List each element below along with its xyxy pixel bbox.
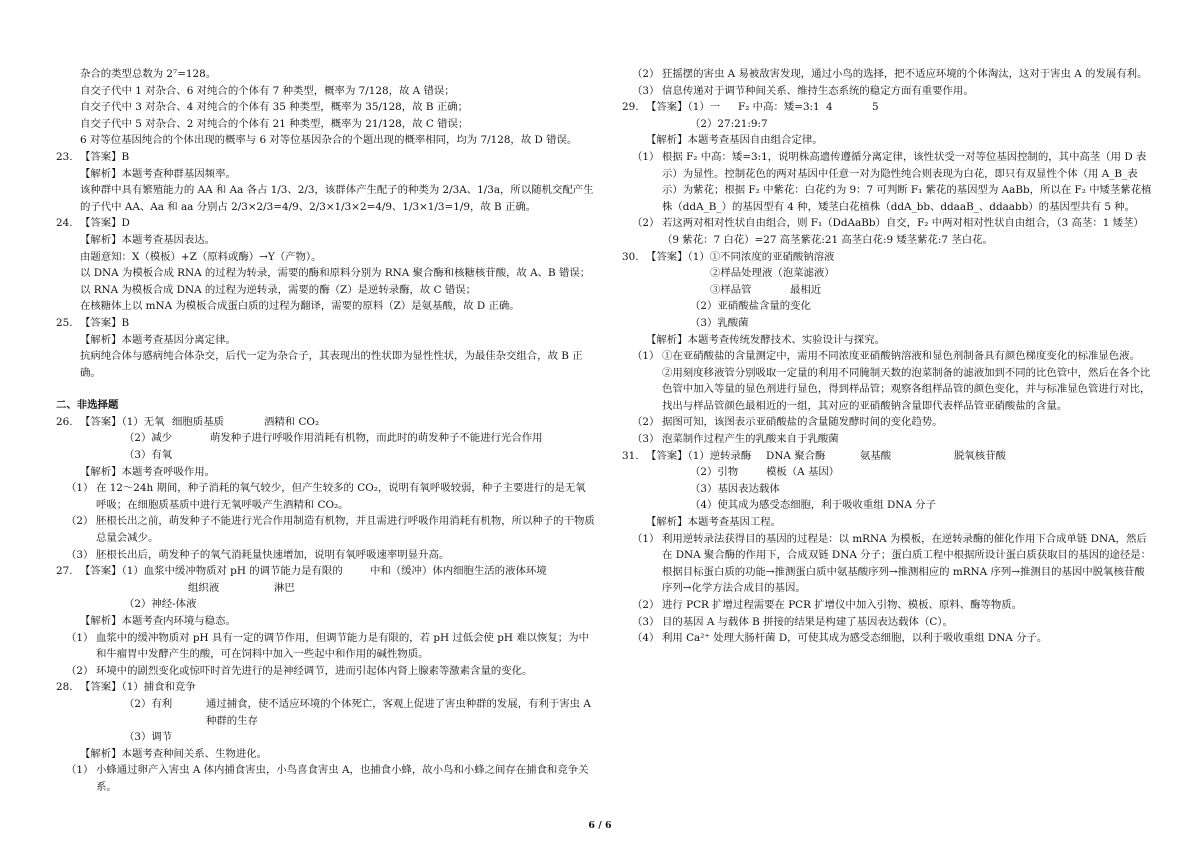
explanation-text: 胚根长出之前，萌发种子不能进行光合作用制造有机物，并且需进行呼吸作用消耗有机物，所以种子的干物质总量会减少。: [96, 515, 595, 545]
answer-line: （4）使其成为感受态细胞，利于吸收重组 DNA 分子: [690, 499, 936, 512]
item-number: （1）: [66, 631, 94, 644]
explanation-text: ①在亚硝酸盐的含量测定中，需用不同浓度亚硝酸钠溶液和显色剂制备具有颜色梯度变化的标准显色液。: [662, 350, 1140, 363]
explanation-item: [622, 66, 1152, 83]
question-number: 31.: [622, 449, 639, 462]
answer: [80, 414, 596, 431]
answer-part: 氨基酸: [860, 449, 892, 462]
answer-line: （2）神经-体液: [124, 598, 197, 611]
answer-line: [56, 430, 596, 447]
answer-part: 【答案】（1）一: [646, 101, 721, 114]
explanation-text: ②用刻度移液管分别吸取一定量的利用不同腌制天数的泡菜制备的滤液加到不同的比色管中，然后在各个比色管中加入等量的显色剂进行显色，得到样品管；观察各组样品管的颜色变化，并与标准显色管进行对比，找出与样品管颜色最相近的一组，其对应的亚硝酸钠含量即代表样品管亚硝酸盐的含量。: [662, 366, 1151, 412]
answer-part: 4: [826, 101, 833, 114]
page-number: 6 / 6: [588, 820, 612, 831]
text-line: 自交子代中 1 对杂合、6 对纯合的个体有 7 种类型，概率为 7/128，故 A 错误；: [80, 84, 455, 97]
answer-part: 脱氧核苷酸: [954, 449, 1006, 462]
explanation-text: 目的基因 A 与载体 B 拼接的结果是构建了基因表达载体（C）。: [662, 615, 953, 628]
answer-part: 5: [872, 101, 879, 114]
explanation-text: 胚根长出后，萌发种子的氧气消耗量快速增加，说明有氧呼吸速率明显升高。: [96, 548, 450, 561]
answer-part: 【答案】（1）无氧: [80, 415, 165, 428]
explanation-text: 血浆中的缓冲物质对 pH 具有一定的调节作用，但调节能力是有限的，若 pH 过低会使 pH 难以恢复；为中和牛瘤胃中发酵产生的酸，可在饲料中加入一些起中和作用的碱性物质。: [96, 631, 589, 661]
item-number: （1）: [632, 532, 660, 545]
explanation-item: [622, 83, 1152, 100]
item-number: （3）: [632, 615, 660, 628]
explanation-item: [622, 614, 1152, 631]
explanation-title: 【解析】本题考查基因分离定律。: [80, 333, 236, 346]
answer: [646, 99, 1152, 116]
answer-part: 组织液: [188, 581, 220, 594]
answer-part: 模板（A 基因）: [766, 466, 840, 479]
answer-part: 细胞质基质: [172, 415, 224, 428]
answer-line: [56, 580, 596, 597]
answer: 【答案】（1）捕食和竞争: [80, 681, 196, 694]
explanation-title: 【解析】本题考查传统发酵技术、实验设计与探究。: [646, 333, 885, 346]
explanation-text: 以 DNA 为模板合成 RNA 的过程为转录，需要的酶和原料分别为 RNA 聚合酶和核糖核苷酸，故 A、B 错误；: [80, 267, 591, 280]
answer-part: 淋巴: [274, 581, 295, 594]
question-number: 26.: [56, 415, 73, 428]
item-number: （4）: [632, 632, 660, 645]
answer-line: （3）乳酸菌: [690, 316, 749, 329]
explanation-item: [56, 663, 596, 680]
explanation-text: 环境中的剧烈变化或惊吓时首先进行的是神经调节，进而引起体内肾上腺素等激素含量的变化。: [96, 664, 533, 677]
explanation-title: 【解析】本题考查内环境与稳态。: [80, 615, 236, 627]
answer-part: 最相近: [790, 283, 822, 296]
text-line: 6 对等位基因纯合的个体出现的概率与 6 对等位基因杂合的个题出现的概率相同，均为 7/128，故 D 错误。: [80, 134, 578, 147]
answer-line: （2）27:21:9:7: [690, 117, 768, 130]
item-number: （2）: [66, 515, 94, 528]
answer-part: 中和（缓冲）体内细胞生活的液体环境: [370, 565, 547, 578]
answer-part: F₂ 中高：矮=3:1: [738, 101, 820, 114]
answer: [646, 448, 1152, 465]
explanation-text: 抗病纯合体与感病纯合体杂交，后代一定为杂合子，其表现出的性状即为显性性状，为最佳杂交组合，故 B 正确。: [80, 350, 583, 379]
explanation-item: [56, 630, 596, 663]
text-line: 杂合的类型总数为 2⁷=128。: [80, 68, 217, 80]
explanation-text: 泡菜制作过程产生的乳酸来自于乳酸菌: [662, 433, 839, 446]
question-27: [56, 563, 596, 580]
answer-part: （2）有利: [124, 697, 173, 710]
answer-part: 【答案】（1）逆转录酶: [646, 449, 752, 462]
answer: 【答案】B: [80, 150, 130, 163]
question-number: 29.: [622, 101, 639, 114]
answer-part: ③样品管: [710, 283, 752, 296]
explanation-item: [56, 762, 596, 795]
answer-part: 酒精和 CO₂: [264, 415, 320, 428]
answer-part: （2）减少: [124, 432, 173, 445]
answer-line: [622, 282, 1152, 299]
text-line: 自交子代中 3 对杂合、4 对纯合的个体有 35 种类型，概率为 35/128，故 B 正确；: [80, 101, 468, 114]
answer-line: （2）亚硝酸盐含量的变化: [690, 300, 811, 313]
explanation-title: 【解析】本题考查呼吸作用。: [80, 465, 216, 478]
left-column: [56, 66, 596, 796]
question-number: 30.: [622, 250, 639, 263]
explanation-item: [622, 597, 1152, 614]
question-number: 27.: [56, 565, 73, 578]
question-28: [56, 679, 596, 696]
answer-line: ②样品处理液（泡菜滤液）: [710, 267, 835, 280]
explanation-text: 在核糖体上以 mNA 为模板合成蛋白质的过程为翻译，需要的原料（Z）是氨基酸，故 D 正确。: [80, 300, 520, 313]
explanation-item: [622, 348, 1152, 365]
explanation-text: 利用 Ca²⁺ 处理大肠杆菌 D，可使其成为感受态细胞，以利于吸收重组 DNA 分子。: [662, 632, 1048, 645]
explanation-item: [622, 630, 1152, 647]
question-30: [622, 249, 1152, 266]
answer-part: DNA 聚合酶: [766, 449, 826, 462]
answer: 【答案】D: [80, 217, 130, 230]
explanation-text: 由题意知：X（模板）+Z（原料或酶）→Y（产物）。: [80, 250, 322, 263]
answer-part: 通过捕食，使不适应环境的个体死亡，客观上促进了害虫种群的发展，有利于害虫 A 种群的生存: [206, 697, 591, 727]
answer-part: 【答案】（1）血浆中缓冲物质对 pH 的调节能力是有限的: [80, 565, 343, 578]
explanation-text: 若这两对相对性状自由组合，则 F₁（DdAaBb）自交，F₂ 中两对相对性状自由组合，（3 高茎：1 矮茎）（9 紫花：7 白花）=27 高茎紫花:21 高茎白花:9 矮茎紫花:7 茎白花。: [662, 217, 1144, 246]
question-26: [56, 414, 596, 431]
question-number: 25.: [56, 316, 73, 329]
answer: [80, 563, 596, 580]
answer-line: （3）基因表达载体: [690, 482, 780, 495]
explanation-item: [622, 149, 1152, 215]
explanation-title: 【解析】本题考查基因表达。: [80, 233, 216, 246]
text-line: 自交子代中 5 对杂合、2 对纯合的个体有 21 种类型，概率为 21/128，故 C 错误；: [80, 117, 469, 130]
explanation-item: [56, 513, 596, 546]
item-number: （1）: [66, 482, 94, 495]
item-number: （1）: [66, 764, 94, 777]
question-number: 28.: [56, 681, 73, 694]
item-number: （3）: [632, 433, 660, 446]
explanation-text: 据图可知，该图表示亚硝酸盐的含量随发酵时间的变化趋势。: [662, 416, 943, 429]
answer-line: [622, 464, 1152, 481]
item-number: （2）: [632, 68, 660, 80]
explanation-item: [56, 547, 596, 564]
item-number: （3）: [66, 548, 94, 561]
explanation-text: 根据 F₂ 中高：矮=3:1，说明株高遗传遵循分离定律，该性状受一对等位基因控制的，其中高茎（用 D 表示）为显性。控制花色的两对基因中任意一对为隐性纯合则表现为白花，即只有双显性个体（用 A_B_表示）为紫花；根据 F₂ 中紫花：白花约为 9：7 可判断 F₁ 紫花的基因型为 AaBb，所以在 F₂ 中矮茎紫花植株（ddA_B_）的基因型有 4 种，矮茎白花植株（ddA_bb、ddaaB_、ddaabb）的基因型共有 5 种。: [662, 150, 1152, 213]
answer-line: [56, 696, 596, 729]
explanation-text: 利用逆转录法获得目的基因的过程是：以 mRNA 为模板，在逆转录酶的催化作用下合成单链 DNA，然后在 DNA 聚合酶的作用下，合成双链 DNA 分子；蛋白质工程中根据所设计蛋白质获取目的基因的途径是：根据目标蛋白质的功能→推测蛋白质中氨基酸序列→推测相应的 mRNA 序列→推测目的基因中脱氧核苷酸序列→化学方法合成目的基因。: [662, 532, 1152, 595]
explanation-text: 进行 PCR 扩增过程需要在 PCR 扩增仪中加入引物、模板、原料、酶等物质。: [662, 599, 1023, 611]
answer-line: （3）调节: [124, 731, 173, 744]
section-heading: 二、非选择题: [56, 399, 119, 412]
question-29: [622, 99, 1152, 116]
answer: 【答案】（1）①不同浓度的亚硝酸钠溶液: [646, 250, 835, 263]
item-number: （1）: [632, 350, 660, 363]
explanation-title: 【解析】本题考查种群基因频率。: [80, 167, 236, 180]
item-number: （2）: [632, 599, 660, 611]
explanation-text: 狂摇摆的害虫 A 易被敌害发现，通过小鸟的选择，把不适应环境的个体淘汰，这对于害虫 A 的发展有利。: [662, 68, 1148, 80]
explanation-item: [622, 431, 1152, 448]
explanation-text: 小蜂通过卵产入害虫 A 体内捕食害虫，小鸟喜食害虫 A，也捕食小蜂，故小鸟和小蜂之间存在捕食和竞争关系。: [96, 764, 589, 793]
explanation-text: 在 12～24h 期间，种子消耗的氧气较少，但产生较多的 CO₂，说明有氧呼吸较弱，种子主要进行的是无氧呼吸；在细胞质基质中进行无氧呼吸产生酒精和 CO₂。: [96, 482, 586, 511]
item-number: （3）: [632, 84, 660, 97]
answer-part: （2）引物: [690, 466, 739, 479]
answer-line: （3）有氧: [124, 449, 173, 462]
answer: 【答案】B: [80, 316, 130, 329]
item-number: （2）: [632, 217, 660, 230]
right-column: [622, 66, 1152, 647]
explanation-text: 信息传递对于调节种间关系、维持生态系统的稳定方面有重要作用。: [662, 84, 974, 97]
question-24: [56, 215, 596, 232]
item-number: （2）: [66, 664, 94, 677]
explanation-text: 该种群中具有繁殖能力的 AA 和 Aa 各占 1/3、2/3，该群体产生配子的种类为 2/3A、1/3a，所以随机交配产生的子代中 AA、Aa 和 aa 分别占 2/3×2/3=4/9、2/3×1/3×2=4/9、1/3×1/3=1/9，故 B 正确。: [80, 184, 594, 213]
explanation-text: 以 RNA 为模板合成 DNA 的过程为逆转录，需要的酶（Z）是逆转录酶，故 C 错误；: [80, 283, 477, 296]
question-31: [622, 448, 1152, 465]
explanation-item: [622, 365, 1152, 415]
explanation-item: [622, 531, 1152, 597]
explanation-title: 【解析】本题考查基因工程。: [646, 516, 782, 529]
answer-part: 萌发种子进行呼吸作用消耗有机物，而此时的萌发种子不能进行光合作用: [210, 432, 543, 445]
explanation-title: 【解析】本题考查基因自由组合定律。: [646, 134, 823, 147]
question-number: 23.: [56, 150, 73, 163]
explanation-item: [622, 215, 1152, 248]
item-number: （2）: [632, 416, 660, 429]
question-number: 24.: [56, 217, 73, 230]
explanation-title: 【解析】本题考查种间关系、生物进化。: [80, 747, 268, 760]
explanation-item: [56, 480, 596, 513]
item-number: （1）: [632, 150, 660, 163]
explanation-item: [622, 414, 1152, 431]
question-25: [56, 315, 596, 332]
question-23: [56, 149, 596, 166]
